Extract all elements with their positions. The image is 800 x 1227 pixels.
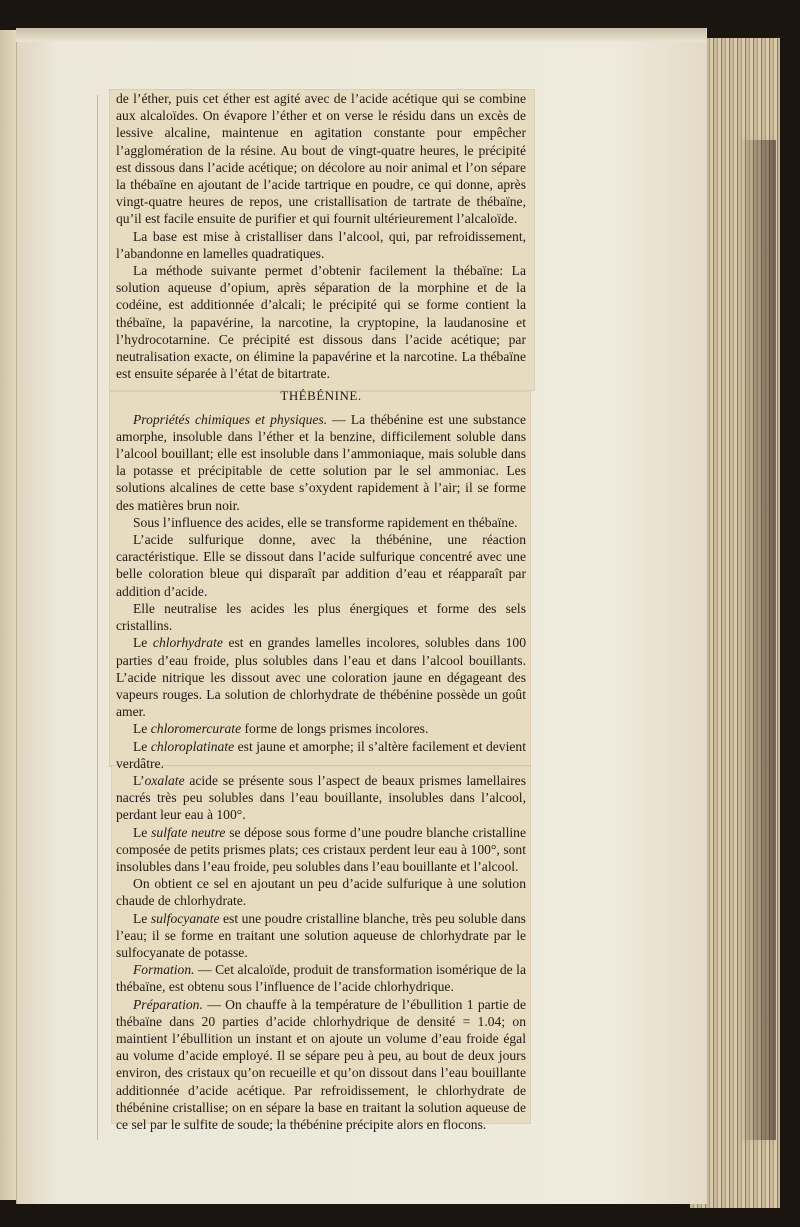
- paragraph: La méthode suivante permet d’obtenir facilement la thébaïne: La solution aqueuse d’opium, après séparation de la morphine et de la codéine, est additionnée d’alcali; le précipité qui se forme contient la thébaïne, la papavérine, la narcotine, la cryptopine, la laudanosine et l’hydrocotarnine. Ce précipité est dissous dans l’acide acétique; par neutralisation exacte, on élimine la papavérine et la narcotine. La thébaïne est ensuite séparée à l’état de bitartrate.: [116, 263, 526, 382]
- section-heading: THÉBÉNINE.: [280, 388, 362, 404]
- margin-rule: [97, 95, 98, 1140]
- paragraph: Le sulfate neutre se dépose sous forme d’une poudre blanche cristalline composée de petits prismes plats; ces cristaux perdent leur eau à 100°, sont insolubles dans l’eau froide, peu solubles dans l’eau bouillante et l’alcool.: [116, 824, 526, 874]
- paragraph: Sous l’influence des acides, elle se transforme rapidement en thébaïne.: [133, 514, 518, 530]
- paragraph: de l’éther, puis cet éther est agité avec de l’acide acétique qui se combine aux alcaloïdes. On évapore l’éther et on verse le résidu dans un excès de lessive alcaline, maintenue en agitation constante pour empêcher l’agglomération de la résine. Au bout de vingt-quatre heures, le précipité est dissous dans l’acide acétique; on décolore au noir animal et l’on sépare la thébaïne en ajoutant de l’acide tartrique en poudre, ce qui donne, après vingt-quatre heures de repos, une cristallisation de tartrate de thébaïne, qu’il est facile ensuite de purifier et qui fournit ultérieurement l’alcaloïde.: [116, 91, 526, 227]
- page-edges-shadow: [740, 140, 776, 1140]
- paragraph: Préparation. — On chauffe à la température de l’ébullition 1 partie de thébaïne dans 20 parties d’acide chlorhydrique de densité = 1.04; on maintient l’ébullition un instant et on ajoute un volume d’eau froide égal au volume d’acide employé. Il se sépare peu à peu, au bout de deux jours environ, des cristaux qu’on recueille et qu’on dissout dans l’eau bouillante additionnée d’acide acétique. Par refroidissement, le chlorhydrate de thébénine cristallise; on en sépare la base en traitant la solution aqueuse de ce sel par le sulfite de soude; la thébénine précipite alors en flocons.: [116, 996, 526, 1132]
- paragraph: La base est mise à cristalliser dans l’alcool, qui, par refroidissement, l’abandonne en lamelles quadratiques.: [116, 228, 526, 261]
- paragraph: Propriétés chimiques et physiques. — La thébénine est une substance amorphe, insoluble dans l’éther et la benzine, difficilement soluble dans l’alcool bouillant; elle est insoluble dans l’ammoniaque, mais soluble dans la potasse et précipitable de cette solution par le sel ammoniac. Les solutions alcalines de cette base s’oxydent rapidement à l’air; il se forme des matières brun noir.: [116, 411, 526, 513]
- paragraph-lead: Préparation.: [133, 996, 203, 1012]
- paragraph-lead: Formation.: [133, 962, 195, 978]
- paragraph: Formation. — Cet alcaloïde, produit de transformation isomérique de la thébaïne, est obtenu sous l’influence de l’acide chlorhydrique.: [116, 962, 526, 995]
- paragraph: L’oxalate acide se présente sous l’aspect de beaux prismes lamellaires nacrés très peu solubles dans l’eau bouillante, insolubles dans l’alcool, perdant leur eau à 100°.: [116, 772, 526, 823]
- paragraph: Le chloromercurate forme de longs prismes incolores.: [133, 721, 429, 737]
- paragraph: Elle neutralise les acides les plus énergiques et forme des sels cristallins.: [116, 600, 526, 634]
- paragraph: On obtient ce sel en ajoutant un peu d’acide sulfurique à une solution chaude de chlorhydrate.: [116, 876, 526, 909]
- paragraph: Le chlorhydrate est en grandes lamelles incolores, solubles dans 100 parties d’eau froide, plus solubles dans l’eau et dans l’alcool bouillants. L’acide nitrique les dissout avec une coloration jaune en dégageant des vapeurs rouges. La solution de chlorhydrate de thébénine possède un goût amer.: [116, 635, 526, 720]
- page-top-edge: [16, 28, 706, 42]
- paragraph: L’acide sulfurique donne, avec la thébénine, une réaction caractéristique. Elle se dissout dans l’acide sulfurique concentré avec une belle coloration bleue qui disparaît par addition d’eau et réapparaît par addition d’acide.: [116, 532, 526, 599]
- paragraph: Le chloroplatinate est jaune et amorphe; il s’altère facilement et devient verdâtre.: [116, 738, 526, 771]
- paragraph-lead: Propriétés chimiques et physiques.: [133, 411, 328, 427]
- clipping-text: [116, 90, 526, 1133]
- paragraph: Le sulfocyanate est une poudre cristalline blanche, très peu soluble dans l’eau; il se forme en traitant une solution aqueuse de chlorhydrate par le sulfocyanate de potasse.: [116, 910, 526, 960]
